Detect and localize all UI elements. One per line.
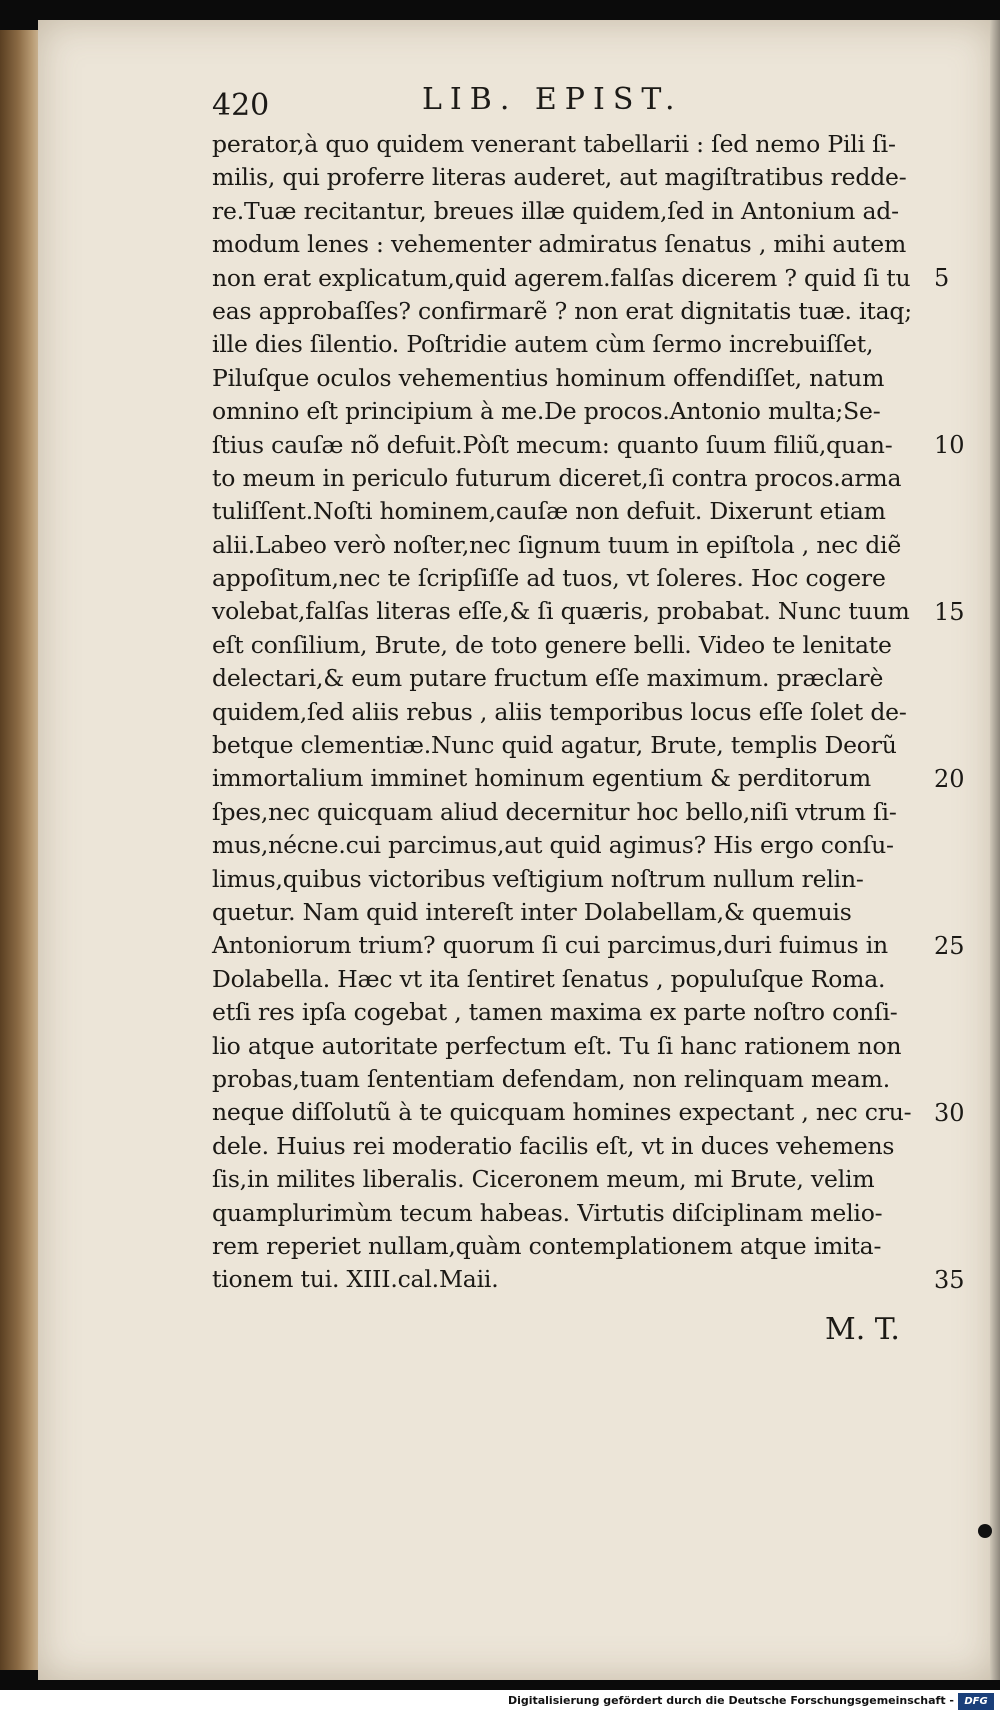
text-line: quamplurimùm tecum habeas. Virtutis diſciplinam melio-	[212, 1198, 883, 1227]
text-line: ſtius cauſæ nõ defuit.Pòſt mecum: quanto ſuum filiũ,quan-	[212, 430, 893, 459]
text-line: limus,quibus victoribus veſtigium noſtrum nullum relin-	[212, 864, 864, 893]
funding-credit: Digitalisierung gefördert durch die Deutsche Forschungsgemeinschaft -	[507, 1694, 954, 1707]
margin-line-number: 5	[934, 263, 950, 292]
text-line: quetur. Nam quid intereſt inter Dolabellam,& quemuis	[212, 897, 852, 926]
text-line: to meum in periculo futurum diceret,ſi contra procos.arma	[212, 463, 902, 492]
margin-line-number: 15	[934, 597, 965, 626]
text-line: omnino eſt principium à me.De procos.Antonio multa;Se-	[212, 397, 881, 426]
text-line: alii.Labeo verò noſter,nec ſignum tuum in epiſtola , nec diẽ	[212, 530, 902, 559]
text-line: re.Tuæ recitantur, breues illæ quidem,ſed in Antonium ad-	[212, 196, 899, 225]
ink-blot	[978, 1524, 992, 1538]
text-line: immortalium imminet hominum egentium & perditorum	[212, 764, 871, 793]
text-line: non erat explicatum,quid agerem.falſas dicerem ? quid ſi tu	[212, 263, 911, 292]
margin-line-number: 10	[934, 430, 965, 459]
text-line: quidem,ſed aliis rebus , aliis temporibus locus eſſe ſolet de-	[212, 697, 907, 726]
text-line: Piluſque oculos vehementius hominum offendiſſet, natum	[212, 363, 885, 392]
text-line: neque diſſolutũ à te quicquam homines expectant , nec cru-	[212, 1098, 912, 1127]
text-line: milis, qui proferre literas auderet, aut magiſtratibus redde-	[212, 163, 907, 192]
margin-line-number: 25	[934, 931, 965, 960]
page-number: 420	[212, 88, 270, 123]
text-line: rem reperiet nullam,quàm contemplationem atque imita-	[212, 1231, 882, 1260]
text-line: ſis,in milites liberalis. Ciceronem meum, mi Brute, velim	[212, 1165, 875, 1194]
margin-line-number: 20	[934, 764, 965, 793]
text-line: appoſitum,nec te ſcripſiſſe ad tuos, vt ſoleres. Hoc cogere	[212, 564, 886, 593]
letter-body-text	[212, 128, 942, 1297]
text-line: eſt conſilium, Brute, de toto genere belli. Video te lenitate	[212, 630, 892, 659]
text-line: tuliſſent.Noſti hominem,cauſæ non defuit. Dixerunt etiam	[212, 497, 886, 526]
page-header	[212, 82, 932, 122]
text-line: eas approbaſſes? confirmarẽ ? non erat dignitatis tuæ. itaq;	[212, 296, 912, 325]
text-line: volebat,falſas literas eſſe,& ſi quæris, probabat. Nunc tuum	[212, 597, 910, 626]
page-right-edge	[990, 20, 1000, 1680]
text-line: Dolabella. Hæc vt ita ſentiret ſenatus , populuſque Roma.	[212, 964, 886, 993]
margin-line-number: 35	[934, 1265, 965, 1294]
text-line: betque clementiæ.Nunc quid agatur, Brute, templis Deorũ	[212, 731, 897, 760]
dfg-logo-icon: DFG	[958, 1693, 994, 1710]
text-line: probas,tuam ſententiam defendam, non relinquam meam.	[212, 1064, 890, 1093]
text-line: dele. Huius rei moderatio facilis eſt, vt in duces vehemens	[212, 1131, 895, 1160]
catchword: M. T.	[825, 1312, 900, 1347]
running-head: LIB. EPIST.	[422, 82, 683, 117]
text-line: modum lenes : vehementer admiratus ſenatus , mihi autem	[212, 230, 907, 259]
text-line: delectari,& eum putare fructum eſſe maximum. præclarè	[212, 664, 884, 693]
text-line: lio atque autoritate perfectum eſt. Tu ſi hanc rationem non	[212, 1031, 902, 1060]
text-line: mus,nécne.cui parcimus,aut quid agimus? His ergo conſu-	[212, 831, 894, 860]
text-line: Antoniorum trium? quorum ſi cui parcimus,duri fuimus in	[212, 931, 888, 960]
text-line: etſi res ipſa cogebat , tamen maxima ex parte noſtro conſi-	[212, 998, 898, 1027]
margin-line-number: 30	[934, 1098, 965, 1127]
text-line: ille dies ſilentio. Poſtridie autem cùm ſermo increbuiſſet,	[212, 330, 874, 359]
text-line: ſpes,nec quicquam aliud decernitur hoc bello,niſi vtrum ſi-	[212, 797, 897, 826]
digitization-footer	[0, 1690, 1000, 1713]
text-line: perator,à quo quidem venerant tabellarii : ſed nemo Pili ſi-	[212, 130, 896, 158]
text-line: tionem tui. XIII.cal.Maii.	[212, 1265, 499, 1294]
book-spine-edge	[0, 30, 40, 1670]
